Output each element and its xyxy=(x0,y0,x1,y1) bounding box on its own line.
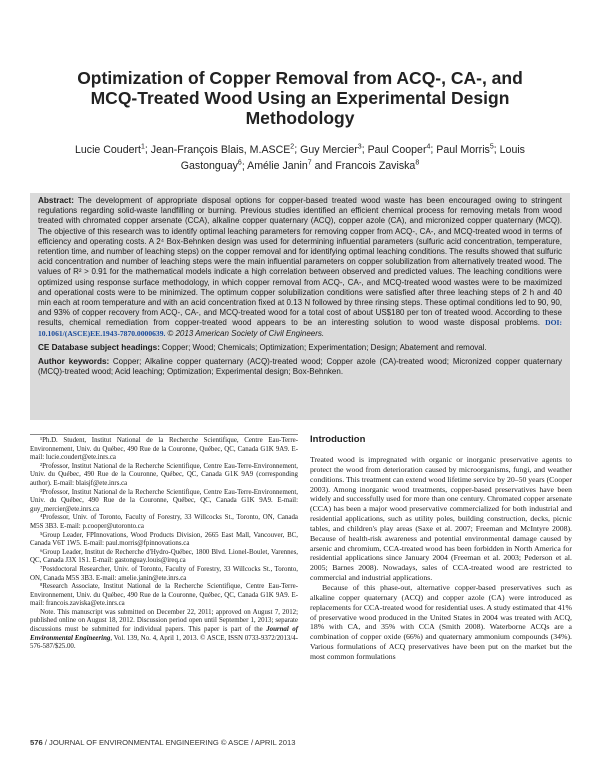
introduction-body xyxy=(310,455,572,662)
author-keywords-label: Author keywords: xyxy=(38,357,110,367)
author-name: Paul Cooper$^4$ xyxy=(367,143,431,156)
subject-headings xyxy=(38,343,562,353)
page-footer xyxy=(30,738,295,747)
page-number: 576 xyxy=(30,738,43,747)
author-name: Paul Morris$^5$ xyxy=(436,143,494,156)
copyright-line: © 2013 American Society of Civil Engineers. xyxy=(167,328,325,338)
paper-title: Optimization of Copper Removal from ACQ-, CA-, and MCQ-Treated Wood Using an Experimental Design Methodology xyxy=(77,68,523,128)
subject-headings-label: CE Database subject headings: xyxy=(38,342,160,352)
author-keywords xyxy=(38,357,562,377)
author-name: Lucie Coudert$^1$ xyxy=(75,143,145,156)
author-name: Jean-François Blais, M.ASCE$^2$ xyxy=(150,143,295,156)
author-name: Guy Mercier$^3$ xyxy=(300,143,362,156)
manuscript-note: Note. This manuscript was submitted on December 22, 2011; approved on August 7, 2012; published online on August 18, 2012. Discussion period open until September 1, 2013; separate discussions must be submitted for individual papers. This paper is part of the Journal of Environmental Engineering, Vol. 139, No. 4, April 1, 2013. © ASCE, ISSN 0733-9372/2013/4-576-587/$25.00. xyxy=(30,608,299,651)
footnote: ¹Ph.D. Student, Institut National de la Recherche Scientifique, Centre Eau-Terre-Environnement, Univ. du Québec, 490 Rue de la Couronne, Québec, QC, Canada G1K 9A9. E-mail: lucie.coudert@ete.inrs.ca xyxy=(30,437,298,462)
introduction-paragraph: Treated wood is impregnated with organic or inorganic preservative agents to protect the wood from deterioration caused by microorganisms, fungi, and weather conditions. This treatment can extend wood lifetime service by 20–50 years (Cooper 2003). Among inorganic wood treatments, copper-based preservatives have been widely and successfully used for more than one century. Chromated copper arsenate (CCA) has been a major wood preservative commercialized for both industrial and residential applications, such as utility poles, building construction, decks, picnic tables, and children's play areas (Saxe et al. 2007; Freeman and McIntyre 2008). Because of health-risk awareness and potential environmental damage caused by arsenic and chromium, CCA-treated wood has been forbidden in North America for residential applications since January 2004 (Freeman et al. 2003; Pederson et al. 2005; Barnes 2008). Nowadays, sales of CCA-treated wood are restricted to commercial and industrial applications. xyxy=(310,455,572,583)
author-name: Amélie Janin$^7$ xyxy=(247,159,312,173)
doi-link[interactable]: DOI: 10.1061/(ASCE)EE.1943-7870.0000639. xyxy=(38,318,562,338)
introduction-column xyxy=(310,434,572,662)
footnotes-column xyxy=(30,434,298,652)
author-keywords-text: Copper; Alkaline copper quaternary (ACQ)-treated wood; Copper azole (CA)-treated wood; Micronized copper quaternary (MCQ)-treated wood; Acid leaching; Optimization; Experimental design; Box-Behnken. xyxy=(38,357,563,377)
abstract-label: Abstract: xyxy=(38,196,74,205)
introduction-paragraph: Because of this phase-out, alternative copper-based preservatives such as alkaline copper quaternary (ACQ) and copper azole (CA) were introduced as replacements for CCA-treated wood for residential uses. A study estimated that 41% of preservative wood produced in the United States in 2004 was treated with ACQ, 18% with CA, and 35% with CCA (Smith 2008). Waterborne ACQs are a combination of copper oxide (66%) and quaternary ammonium compounds (34%). Various formulations of ACQ preservatives have been put on the market but the most common formulations xyxy=(310,582,572,661)
footnote: ⁶Group Leader, Institut de Recherche d'Hydro-Québec, 1800 Blvd. Lionel-Boulet, Varennes, QC, Canada J3X 1S1. E-mail: gastonguay.louis@ireq.ca xyxy=(30,548,298,565)
abstract-text: The development of appropriate disposal options for copper-based treated wood waste has been encouraged owing to stringent regulations regarding solid-waste landfilling or burning. Previous studies identified an efficient chemical process for removing metals from wood treated with chromated copper arsenate (CCA), alkaline copper quaternary (ACQ), copper azole (CA), and micronized copper quaternary (MCQ). The objective of this research was to identify optimal leaching parameters for removing copper from ACQ-, CA-, and MCQ-treated wood in terms of efficiency and operating costs. A 2⁴ Box-Behnken design was used for determining influential parameters (sulfuric acid concentration, temperature, retention time, and number of leaching steps) on the copper removal and for identifying optimal leaching conditions. The results showed that sulfuric acid concentration and number of leaching steps were the main influential parameters on copper solubilization from alternatively treated wood. The values of R² > 0.91 for the mathematical models indicate a high correlation between observed and predicted values. The leaching conditions were optimized using response surface methodology, in which copper removal from ACQ-, CA-, and MCQ-treated wood wastes were to be maximized and operational costs were to be minimized. The optimum copper solubilization conditions were satisfied after three leaching steps of 2 h and 40 min each at room temperature and with an acid concentration fixed at 0.13 N followed by three rinsing steps. These optimal conditions led to 90, 90, and 93% of copper recovery from ACQ-, CA-, and MCQ-treated wood for a total cost of about US$180 per ton of treated wood. According to these results, chemical remediation from copper-treated wood appears to be an interesting solution to wood waste disposal problems. xyxy=(38,196,562,328)
footnote: ³Professor, Institut National de la Recherche Scientifique, Centre Eau-Terre-Environnement, Univ. du Québec, 490 Rue de la Couronne, Québec, QC, Canada G1K 9A9. E-mail: guy_mercier@ete.inrs.ca xyxy=(30,488,298,513)
footnote: ⁸Research Associate, Institut National de la Recherche Scientifique, Centre Eau-Terre-Environnement, Univ. du Québec, 490 Rue de la Couronne, Québec, QC, Canada G1K 9A9. E-mail: francois.zaviska@ete.inrs.ca xyxy=(30,583,298,608)
subject-headings-text: Copper; Wood; Chemicals; Optimization; Experimentation; Design; Abatement and removal. xyxy=(161,342,487,352)
footnote: ⁷Postdoctoral Researcher, Univ. of Toronto, Faculty of Forestry, 33 Willcocks St., Toronto, ON, Canada M5S 3B3. E-mail: amelie.janin@ete.inrs.ca xyxy=(30,565,298,582)
author-name: and Francois Zaviska$^8$ xyxy=(314,159,420,173)
author-name: Louis Gastonguay$^6$ xyxy=(180,143,525,173)
journal-footer: / JOURNAL OF ENVIRONMENTAL ENGINEERING © ASCE / APRIL 2013 xyxy=(44,738,296,747)
author-list: Lucie Coudert$^1$; Jean-François Blais, M.ASCE$^2$; Guy Mercier$^3$; Paul Cooper$^4$; Paul Morris$^5$; Louis Gastonguay$^6$; Amélie Janin$^7$ and Francois Zaviska$^8$ xyxy=(75,143,525,173)
footnote: ²Professor, Institut National de la Recherche Scientifique, Centre Eau-Terre-Environnement, Univ. du Québec, 490 Rue de la Couronne, Québec, QC, Canada G1K 9A9 (corresponding author). E-mail: blaisjf@ete.inrs.ca xyxy=(30,462,298,487)
abstract-box xyxy=(30,193,570,420)
introduction-heading: Introduction xyxy=(310,434,366,445)
footnote: ⁴Professor, Univ. of Toronto, Faculty of Forestry, 33 Willcocks St., Toronto, ON, Canada M5S 3B3. E-mail: p.cooper@utoronto.ca xyxy=(30,514,298,530)
abstract xyxy=(38,196,562,339)
footnote: ⁵Group Leader, FPInnovations, Wood Products Division, 2665 East Mall, Vancouver, BC, Canada V6T 1W5. E-mail: paul.morris@fpinnovations.ca xyxy=(30,531,298,548)
